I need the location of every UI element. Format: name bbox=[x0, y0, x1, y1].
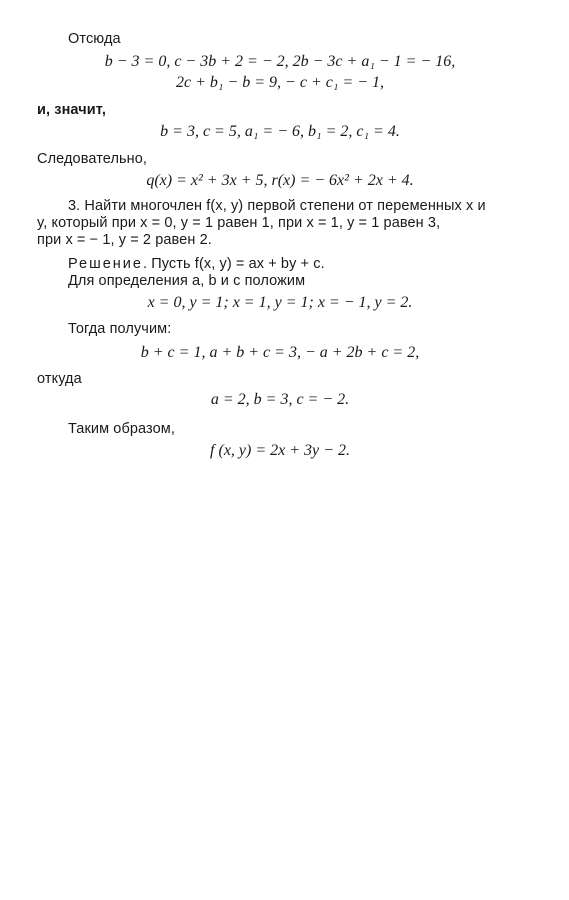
solution-values: b = 3, c = 5, a₁ = − 6, b₁ = 2, c₁ = 4. bbox=[160, 123, 400, 140]
text-togda-poluchim: Тогда получим: bbox=[68, 321, 172, 337]
problem-3-line-3: при x = − 1, y = 2 равен 2. bbox=[37, 232, 212, 248]
coefficient-values: a = 2, b = 3, c = − 2. bbox=[210, 391, 350, 408]
solution-heading: Решение bbox=[68, 256, 143, 272]
problem-3-line-1: 3. Найти многочлен f(x, y) первой степени от переменных x и bbox=[68, 198, 486, 214]
substitution-points: x = 0, y = 1; x = 1, y = 1; x = − 1, y = 2. bbox=[147, 294, 413, 311]
text-otsyuda: Отсюда bbox=[68, 31, 121, 47]
text-to-determine: Для определения a, b и c положим bbox=[68, 273, 306, 289]
equation-system-line-1: b − 3 = 0, c − 3b + 2 = − 2, 2b − 3c + a₁ − 1 = − 16, bbox=[104, 53, 456, 70]
equation-system-line-2: 2c + b₁ − b = 9, − c + c₁ = − 1, bbox=[175, 74, 384, 91]
text-otkuda: откуда bbox=[37, 371, 82, 387]
linear-system: b + c = 1, a + b + c = 3, − a + 2b + c = 2, bbox=[140, 344, 420, 361]
text-takim-obrazom: Таким образом, bbox=[68, 421, 175, 437]
final-polynomial: f (x, y) = 2x + 3y − 2. bbox=[210, 442, 350, 459]
text-sledovatelno: Следовательно, bbox=[37, 151, 148, 167]
solution-let-f: . Пусть f(x, y) = ax + by + c. bbox=[142, 256, 325, 272]
text-i-znachit: и, значит, bbox=[37, 102, 107, 118]
quotient-remainder-result: q(x) = x² + 3x + 5, r(x) = − 6x² + 2x + 4. bbox=[146, 172, 414, 189]
problem-3-line-2: y, который при x = 0, y = 1 равен 1, при x = 1, y = 1 равен 3, bbox=[37, 215, 441, 231]
